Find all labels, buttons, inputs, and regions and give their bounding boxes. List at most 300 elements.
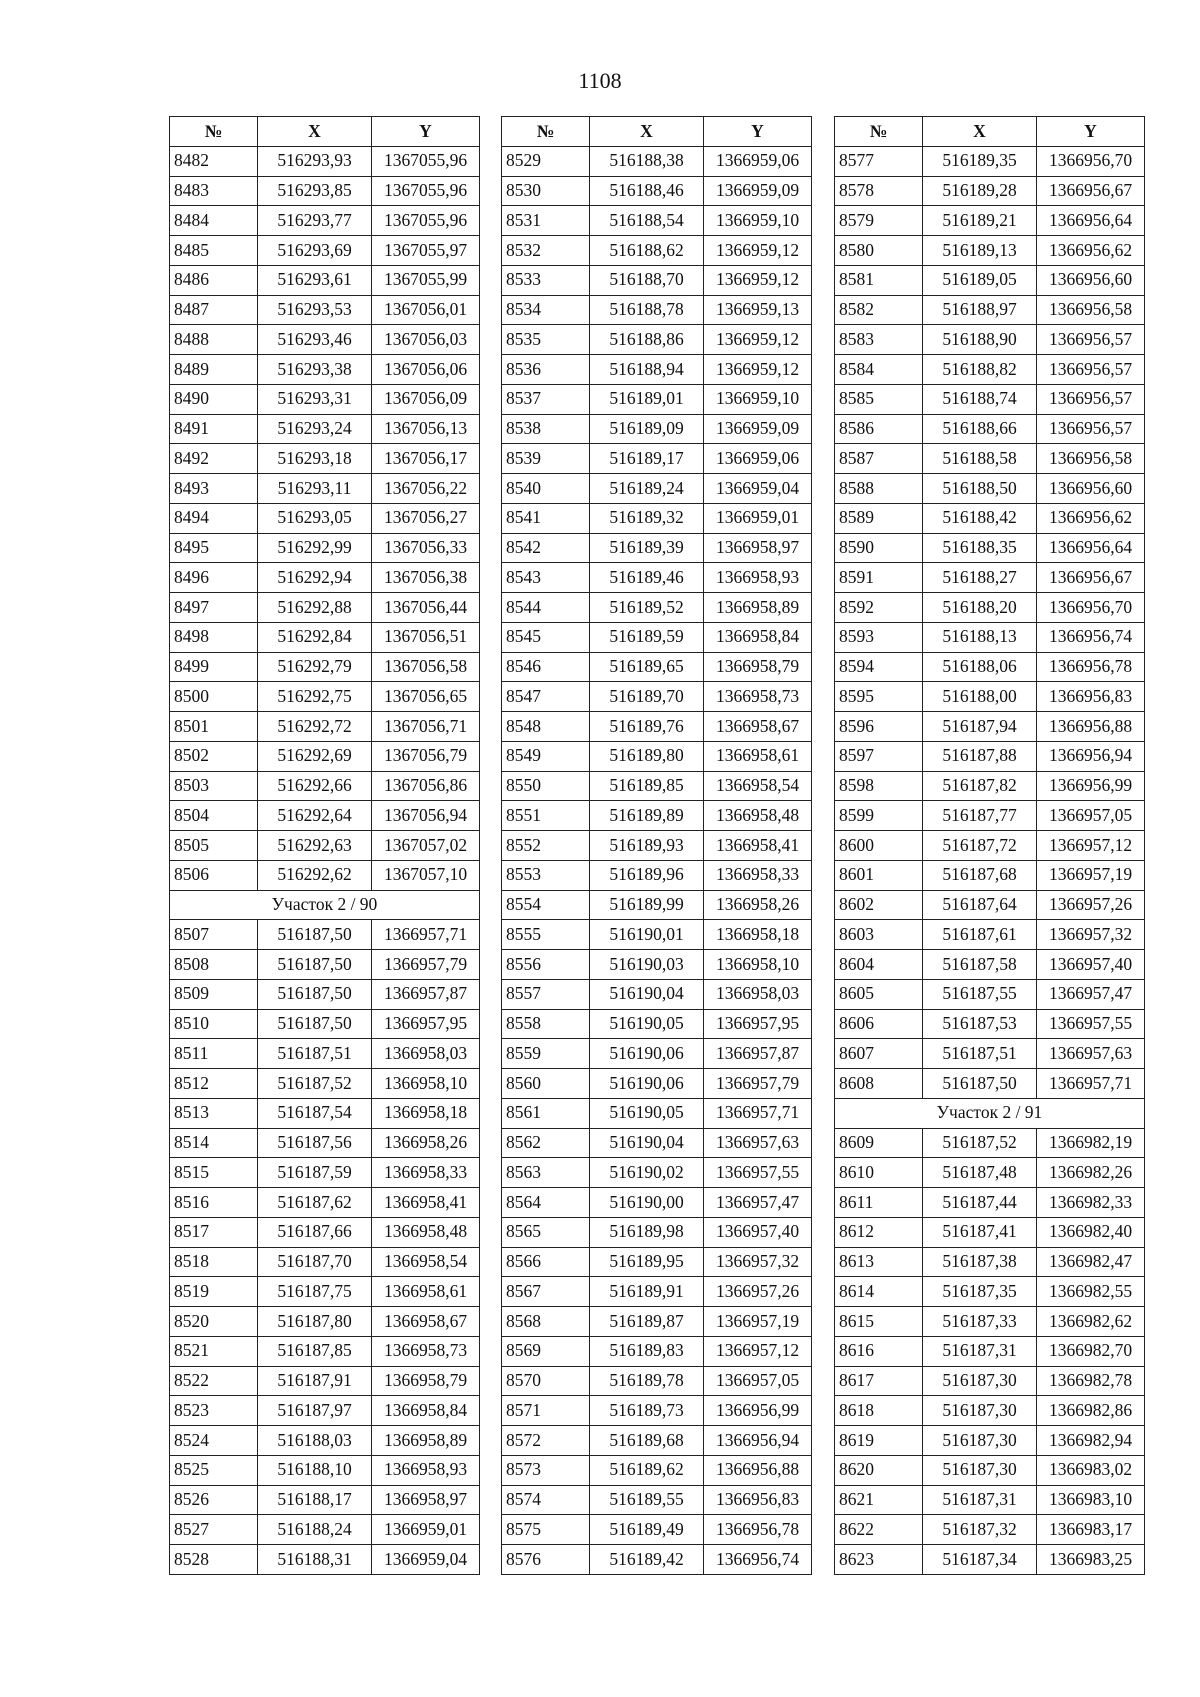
point-number-cell: 8595 xyxy=(835,682,923,712)
point-number-cell: 8597 xyxy=(835,741,923,771)
point-number-cell: 8586 xyxy=(835,414,923,444)
table-row xyxy=(835,1396,1145,1426)
table-row xyxy=(170,1485,480,1515)
y-coordinate-cell: 1366958,26 xyxy=(704,890,812,920)
point-number-cell: 8487 xyxy=(170,295,258,325)
x-coordinate-cell: 516188,27 xyxy=(923,563,1037,593)
y-coordinate-cell: 1366956,57 xyxy=(1037,325,1145,355)
table-row xyxy=(502,265,812,295)
x-coordinate-cell: 516188,94 xyxy=(590,355,704,385)
x-coordinate-cell: 516187,41 xyxy=(923,1217,1037,1247)
table-row xyxy=(835,1545,1145,1575)
table-row xyxy=(835,355,1145,385)
y-coordinate-cell: 1367055,97 xyxy=(372,236,480,266)
x-coordinate-cell: 516189,98 xyxy=(590,1217,704,1247)
y-coordinate-cell: 1366983,02 xyxy=(1037,1455,1145,1485)
y-coordinate-cell: 1366957,95 xyxy=(704,1009,812,1039)
point-number-cell: 8543 xyxy=(502,563,590,593)
x-coordinate-cell: 516187,30 xyxy=(923,1396,1037,1426)
y-coordinate-cell: 1366959,10 xyxy=(704,206,812,236)
x-coordinate-cell: 516188,58 xyxy=(923,444,1037,474)
point-number-cell: 8507 xyxy=(170,920,258,950)
point-number-cell: 8622 xyxy=(835,1515,923,1545)
y-coordinate-cell: 1367056,51 xyxy=(372,622,480,652)
point-number-cell: 8584 xyxy=(835,355,923,385)
point-number-cell: 8580 xyxy=(835,236,923,266)
point-number-cell: 8504 xyxy=(170,801,258,831)
point-number-cell: 8525 xyxy=(170,1455,258,1485)
y-coordinate-cell: 1366957,55 xyxy=(1037,1009,1145,1039)
x-coordinate-cell: 516293,31 xyxy=(258,384,372,414)
point-number-cell: 8568 xyxy=(502,1307,590,1337)
y-coordinate-cell: 1366957,47 xyxy=(704,1188,812,1218)
point-number-cell: 8516 xyxy=(170,1188,258,1218)
y-coordinate-cell: 1366956,99 xyxy=(704,1396,812,1426)
point-number-cell: 8502 xyxy=(170,741,258,771)
point-number-cell: 8517 xyxy=(170,1217,258,1247)
x-coordinate-cell: 516188,00 xyxy=(923,682,1037,712)
table-row xyxy=(502,474,812,504)
header-number: № xyxy=(170,117,258,147)
x-coordinate-cell: 516188,70 xyxy=(590,265,704,295)
table-header-row xyxy=(502,117,812,147)
point-number-cell: 8609 xyxy=(835,1128,923,1158)
point-number-cell: 8546 xyxy=(502,652,590,682)
table-row xyxy=(502,1485,812,1515)
table-row xyxy=(170,1366,480,1396)
table-row xyxy=(502,1545,812,1575)
y-coordinate-cell: 1367055,96 xyxy=(372,176,480,206)
y-coordinate-cell: 1366956,99 xyxy=(1037,771,1145,801)
point-number-cell: 8512 xyxy=(170,1069,258,1099)
x-coordinate-cell: 516187,59 xyxy=(258,1158,372,1188)
x-coordinate-cell: 516188,90 xyxy=(923,325,1037,355)
y-coordinate-cell: 1366957,12 xyxy=(704,1336,812,1366)
point-number-cell: 8616 xyxy=(835,1336,923,1366)
table-row xyxy=(170,979,480,1009)
y-coordinate-cell: 1366983,25 xyxy=(1037,1545,1145,1575)
table-row xyxy=(170,325,480,355)
point-number-cell: 8545 xyxy=(502,622,590,652)
point-number-cell: 8556 xyxy=(502,950,590,980)
point-number-cell: 8615 xyxy=(835,1307,923,1337)
point-number-cell: 8488 xyxy=(170,325,258,355)
table-row xyxy=(170,355,480,385)
y-coordinate-cell: 1366958,54 xyxy=(704,771,812,801)
table-row xyxy=(502,860,812,890)
y-coordinate-cell: 1366957,40 xyxy=(1037,950,1145,980)
x-coordinate-cell: 516189,09 xyxy=(590,414,704,444)
table-row xyxy=(835,593,1145,623)
x-coordinate-cell: 516188,46 xyxy=(590,176,704,206)
point-number-cell: 8611 xyxy=(835,1188,923,1218)
point-number-cell: 8599 xyxy=(835,801,923,831)
table-row xyxy=(170,860,480,890)
y-coordinate-cell: 1366956,94 xyxy=(704,1426,812,1456)
y-coordinate-cell: 1367056,38 xyxy=(372,563,480,593)
x-coordinate-cell: 516188,13 xyxy=(923,622,1037,652)
y-coordinate-cell: 1366957,55 xyxy=(704,1158,812,1188)
y-coordinate-cell: 1367056,94 xyxy=(372,801,480,831)
x-coordinate-cell: 516188,86 xyxy=(590,325,704,355)
table-row xyxy=(170,1039,480,1069)
x-coordinate-cell: 516187,68 xyxy=(923,860,1037,890)
x-coordinate-cell: 516189,73 xyxy=(590,1396,704,1426)
y-coordinate-cell: 1367056,22 xyxy=(372,474,480,504)
x-coordinate-cell: 516188,78 xyxy=(590,295,704,325)
x-coordinate-cell: 516187,34 xyxy=(923,1545,1037,1575)
table-row xyxy=(502,1217,812,1247)
point-number-cell: 8535 xyxy=(502,325,590,355)
point-number-cell: 8500 xyxy=(170,682,258,712)
x-coordinate-cell: 516187,50 xyxy=(258,920,372,950)
x-coordinate-cell: 516187,80 xyxy=(258,1307,372,1337)
y-coordinate-cell: 1366982,62 xyxy=(1037,1307,1145,1337)
point-number-cell: 8558 xyxy=(502,1009,590,1039)
x-coordinate-cell: 516187,30 xyxy=(923,1455,1037,1485)
point-number-cell: 8518 xyxy=(170,1247,258,1277)
point-number-cell: 8594 xyxy=(835,652,923,682)
point-number-cell: 8585 xyxy=(835,384,923,414)
point-number-cell: 8589 xyxy=(835,503,923,533)
table-row xyxy=(502,1158,812,1188)
point-number-cell: 8564 xyxy=(502,1188,590,1218)
y-coordinate-cell: 1367055,96 xyxy=(372,206,480,236)
y-coordinate-cell: 1366957,12 xyxy=(1037,831,1145,861)
y-coordinate-cell: 1367056,58 xyxy=(372,652,480,682)
x-coordinate-cell: 516292,64 xyxy=(258,801,372,831)
x-coordinate-cell: 516187,56 xyxy=(258,1128,372,1158)
point-number-cell: 8605 xyxy=(835,979,923,1009)
table-row xyxy=(502,563,812,593)
x-coordinate-cell: 516187,31 xyxy=(923,1485,1037,1515)
y-coordinate-cell: 1366982,26 xyxy=(1037,1158,1145,1188)
x-coordinate-cell: 516187,35 xyxy=(923,1277,1037,1307)
x-coordinate-cell: 516189,46 xyxy=(590,563,704,593)
point-number-cell: 8538 xyxy=(502,414,590,444)
table-row xyxy=(835,563,1145,593)
x-coordinate-cell: 516189,28 xyxy=(923,176,1037,206)
x-coordinate-cell: 516293,38 xyxy=(258,355,372,385)
x-coordinate-cell: 516189,65 xyxy=(590,652,704,682)
x-coordinate-cell: 516188,38 xyxy=(590,146,704,176)
table-row xyxy=(835,771,1145,801)
table-row xyxy=(835,474,1145,504)
x-coordinate-cell: 516189,35 xyxy=(923,146,1037,176)
table-row xyxy=(835,206,1145,236)
table-row xyxy=(835,503,1145,533)
x-coordinate-cell: 516187,50 xyxy=(258,979,372,1009)
table-row xyxy=(502,890,812,920)
point-number-cell: 8532 xyxy=(502,236,590,266)
table-row xyxy=(835,236,1145,266)
point-number-cell: 8483 xyxy=(170,176,258,206)
y-coordinate-cell: 1366982,47 xyxy=(1037,1247,1145,1277)
y-coordinate-cell: 1366957,71 xyxy=(1037,1069,1145,1099)
point-number-cell: 8562 xyxy=(502,1128,590,1158)
point-number-cell: 8598 xyxy=(835,771,923,801)
point-number-cell: 8526 xyxy=(170,1485,258,1515)
y-coordinate-cell: 1366958,61 xyxy=(372,1277,480,1307)
y-coordinate-cell: 1366956,58 xyxy=(1037,444,1145,474)
point-number-cell: 8524 xyxy=(170,1426,258,1456)
y-coordinate-cell: 1366957,32 xyxy=(1037,920,1145,950)
x-coordinate-cell: 516189,99 xyxy=(590,890,704,920)
x-coordinate-cell: 516187,52 xyxy=(258,1069,372,1099)
table-row xyxy=(835,444,1145,474)
table-row xyxy=(502,1366,812,1396)
table-row xyxy=(170,444,480,474)
point-number-cell: 8581 xyxy=(835,265,923,295)
table-row xyxy=(502,1455,812,1485)
point-number-cell: 8499 xyxy=(170,652,258,682)
y-coordinate-cell: 1366957,71 xyxy=(704,1098,812,1128)
y-coordinate-cell: 1366959,10 xyxy=(704,384,812,414)
table-row xyxy=(835,1277,1145,1307)
point-number-cell: 8572 xyxy=(502,1426,590,1456)
table-row xyxy=(835,712,1145,742)
y-coordinate-cell: 1366958,84 xyxy=(372,1396,480,1426)
point-number-cell: 8510 xyxy=(170,1009,258,1039)
x-coordinate-cell: 516187,30 xyxy=(923,1366,1037,1396)
y-coordinate-cell: 1366957,32 xyxy=(704,1247,812,1277)
x-coordinate-cell: 516189,85 xyxy=(590,771,704,801)
table-row xyxy=(835,979,1145,1009)
point-number-cell: 8553 xyxy=(502,860,590,890)
y-coordinate-cell: 1366956,58 xyxy=(1037,295,1145,325)
x-coordinate-cell: 516293,24 xyxy=(258,414,372,444)
point-number-cell: 8587 xyxy=(835,444,923,474)
table-row xyxy=(502,1128,812,1158)
x-coordinate-cell: 516189,78 xyxy=(590,1366,704,1396)
table-row xyxy=(502,801,812,831)
y-coordinate-cell: 1366956,67 xyxy=(1037,563,1145,593)
y-coordinate-cell: 1366957,63 xyxy=(704,1128,812,1158)
y-coordinate-cell: 1366958,18 xyxy=(372,1098,480,1128)
table-row xyxy=(502,1009,812,1039)
x-coordinate-cell: 516190,05 xyxy=(590,1009,704,1039)
table-row xyxy=(502,1515,812,1545)
y-coordinate-cell: 1366959,01 xyxy=(704,503,812,533)
point-number-cell: 8491 xyxy=(170,414,258,444)
point-number-cell: 8613 xyxy=(835,1247,923,1277)
table-row xyxy=(502,414,812,444)
table-row xyxy=(170,741,480,771)
section-row xyxy=(835,1098,1145,1128)
x-coordinate-cell: 516187,61 xyxy=(923,920,1037,950)
table-row xyxy=(835,1009,1145,1039)
y-coordinate-cell: 1366959,01 xyxy=(372,1515,480,1545)
table-row xyxy=(502,1188,812,1218)
point-number-cell: 8550 xyxy=(502,771,590,801)
table-row xyxy=(170,920,480,950)
y-coordinate-cell: 1366956,88 xyxy=(1037,712,1145,742)
point-number-cell: 8489 xyxy=(170,355,258,385)
x-coordinate-cell: 516187,51 xyxy=(923,1039,1037,1069)
x-coordinate-cell: 516187,85 xyxy=(258,1336,372,1366)
point-number-cell: 8607 xyxy=(835,1039,923,1069)
point-number-cell: 8522 xyxy=(170,1366,258,1396)
x-coordinate-cell: 516189,96 xyxy=(590,860,704,890)
y-coordinate-cell: 1367055,99 xyxy=(372,265,480,295)
table-row xyxy=(502,652,812,682)
y-coordinate-cell: 1366982,70 xyxy=(1037,1336,1145,1366)
x-coordinate-cell: 516189,01 xyxy=(590,384,704,414)
x-coordinate-cell: 516292,88 xyxy=(258,593,372,623)
table-row xyxy=(502,1098,812,1128)
y-coordinate-cell: 1367056,27 xyxy=(372,503,480,533)
point-number-cell: 8498 xyxy=(170,622,258,652)
coordinates-table-2 xyxy=(501,116,812,1575)
table-row xyxy=(835,950,1145,980)
table-row xyxy=(835,325,1145,355)
table-row xyxy=(502,384,812,414)
y-coordinate-cell: 1366956,74 xyxy=(704,1545,812,1575)
x-coordinate-cell: 516189,95 xyxy=(590,1247,704,1277)
y-coordinate-cell: 1366956,74 xyxy=(1037,622,1145,652)
table-row xyxy=(170,1515,480,1545)
point-number-cell: 8496 xyxy=(170,563,258,593)
point-number-cell: 8490 xyxy=(170,384,258,414)
point-number-cell: 8528 xyxy=(170,1545,258,1575)
x-coordinate-cell: 516189,91 xyxy=(590,1277,704,1307)
table-row xyxy=(835,652,1145,682)
section-label: Участок 2 / 90 xyxy=(170,890,480,920)
point-number-cell: 8608 xyxy=(835,1069,923,1099)
table-row xyxy=(835,1069,1145,1099)
y-coordinate-cell: 1366957,26 xyxy=(1037,890,1145,920)
y-coordinate-cell: 1366958,48 xyxy=(704,801,812,831)
y-coordinate-cell: 1367056,03 xyxy=(372,325,480,355)
table-row xyxy=(170,1247,480,1277)
table-row xyxy=(170,682,480,712)
x-coordinate-cell: 516187,94 xyxy=(923,712,1037,742)
y-coordinate-cell: 1367056,17 xyxy=(372,444,480,474)
x-coordinate-cell: 516189,42 xyxy=(590,1545,704,1575)
point-number-cell: 8484 xyxy=(170,206,258,236)
x-coordinate-cell: 516189,32 xyxy=(590,503,704,533)
y-coordinate-cell: 1367057,02 xyxy=(372,831,480,861)
point-number-cell: 8619 xyxy=(835,1426,923,1456)
point-number-cell: 8571 xyxy=(502,1396,590,1426)
y-coordinate-cell: 1367056,44 xyxy=(372,593,480,623)
y-coordinate-cell: 1366956,62 xyxy=(1037,236,1145,266)
x-coordinate-cell: 516188,54 xyxy=(590,206,704,236)
point-number-cell: 8486 xyxy=(170,265,258,295)
table-row xyxy=(170,712,480,742)
x-coordinate-cell: 516189,49 xyxy=(590,1515,704,1545)
y-coordinate-cell: 1367056,01 xyxy=(372,295,480,325)
point-number-cell: 8530 xyxy=(502,176,590,206)
x-coordinate-cell: 516188,74 xyxy=(923,384,1037,414)
point-number-cell: 8593 xyxy=(835,622,923,652)
point-number-cell: 8600 xyxy=(835,831,923,861)
table-row xyxy=(170,1455,480,1485)
table-row xyxy=(502,979,812,1009)
x-coordinate-cell: 516190,04 xyxy=(590,979,704,1009)
point-number-cell: 8494 xyxy=(170,503,258,533)
point-number-cell: 8549 xyxy=(502,741,590,771)
table-row xyxy=(502,236,812,266)
x-coordinate-cell: 516187,48 xyxy=(923,1158,1037,1188)
table-row xyxy=(170,414,480,444)
x-coordinate-cell: 516188,06 xyxy=(923,652,1037,682)
table-row xyxy=(502,206,812,236)
header-y: Y xyxy=(704,117,812,147)
x-coordinate-cell: 516292,75 xyxy=(258,682,372,712)
point-number-cell: 8547 xyxy=(502,682,590,712)
x-coordinate-cell: 516293,46 xyxy=(258,325,372,355)
y-coordinate-cell: 1366959,12 xyxy=(704,355,812,385)
x-coordinate-cell: 516190,06 xyxy=(590,1069,704,1099)
point-number-cell: 8557 xyxy=(502,979,590,1009)
x-coordinate-cell: 516190,05 xyxy=(590,1098,704,1128)
table-row xyxy=(502,682,812,712)
point-number-cell: 8559 xyxy=(502,1039,590,1069)
table-row xyxy=(170,1307,480,1337)
point-number-cell: 8539 xyxy=(502,444,590,474)
x-coordinate-cell: 516187,62 xyxy=(258,1188,372,1218)
table-row xyxy=(170,831,480,861)
y-coordinate-cell: 1366956,64 xyxy=(1037,533,1145,563)
x-coordinate-cell: 516292,79 xyxy=(258,652,372,682)
point-number-cell: 8596 xyxy=(835,712,923,742)
x-coordinate-cell: 516292,62 xyxy=(258,860,372,890)
table-row xyxy=(170,801,480,831)
y-coordinate-cell: 1366956,83 xyxy=(1037,682,1145,712)
header-number: № xyxy=(835,117,923,147)
table-row xyxy=(502,1396,812,1426)
table-row xyxy=(170,1217,480,1247)
point-number-cell: 8536 xyxy=(502,355,590,385)
x-coordinate-cell: 516189,21 xyxy=(923,206,1037,236)
table-row xyxy=(170,236,480,266)
x-coordinate-cell: 516189,89 xyxy=(590,801,704,831)
table-row xyxy=(502,355,812,385)
table-row xyxy=(835,1128,1145,1158)
x-coordinate-cell: 516188,20 xyxy=(923,593,1037,623)
x-coordinate-cell: 516189,17 xyxy=(590,444,704,474)
y-coordinate-cell: 1366956,78 xyxy=(704,1515,812,1545)
x-coordinate-cell: 516293,69 xyxy=(258,236,372,266)
point-number-cell: 8482 xyxy=(170,146,258,176)
x-coordinate-cell: 516293,53 xyxy=(258,295,372,325)
point-number-cell: 8582 xyxy=(835,295,923,325)
y-coordinate-cell: 1366959,13 xyxy=(704,295,812,325)
y-coordinate-cell: 1366958,26 xyxy=(372,1128,480,1158)
x-coordinate-cell: 516187,38 xyxy=(923,1247,1037,1277)
y-coordinate-cell: 1366982,19 xyxy=(1037,1128,1145,1158)
table-row xyxy=(170,593,480,623)
x-coordinate-cell: 516187,72 xyxy=(923,831,1037,861)
section-row xyxy=(170,890,480,920)
table-row xyxy=(835,920,1145,950)
point-number-cell: 8544 xyxy=(502,593,590,623)
x-coordinate-cell: 516190,04 xyxy=(590,1128,704,1158)
table-row xyxy=(170,176,480,206)
table-row xyxy=(170,1158,480,1188)
x-coordinate-cell: 516188,17 xyxy=(258,1485,372,1515)
x-coordinate-cell: 516189,68 xyxy=(590,1426,704,1456)
x-coordinate-cell: 516189,87 xyxy=(590,1307,704,1337)
table-row xyxy=(170,384,480,414)
point-number-cell: 8552 xyxy=(502,831,590,861)
y-coordinate-cell: 1366958,93 xyxy=(372,1455,480,1485)
point-number-cell: 8574 xyxy=(502,1485,590,1515)
point-number-cell: 8503 xyxy=(170,771,258,801)
header-number: № xyxy=(502,117,590,147)
y-coordinate-cell: 1366957,05 xyxy=(704,1366,812,1396)
